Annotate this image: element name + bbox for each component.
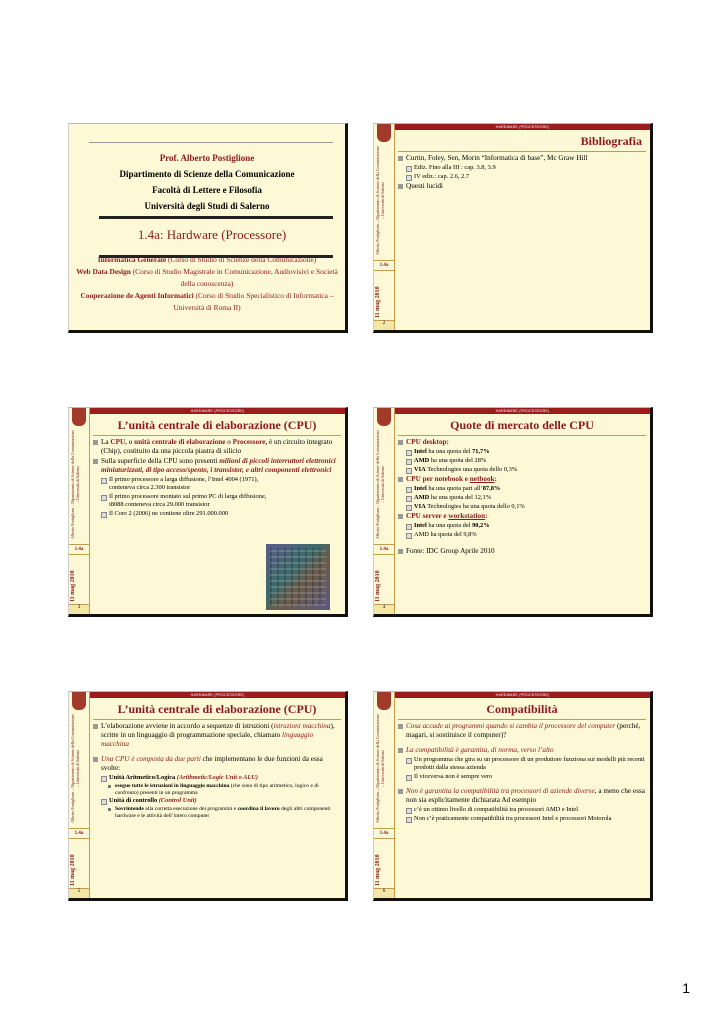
version-label: 1.4a <box>69 828 89 839</box>
slide-title: Compatibilità <box>398 701 646 720</box>
university-seal-icon <box>72 692 86 710</box>
university-seal-icon <box>377 408 391 426</box>
list-item: Cosa accade ai programmi quando si cambia il processore del computer (perché, magari, si sostituisce il computer)? <box>398 722 646 740</box>
slide-header: HARDWARE (PROCESSORE) <box>90 692 345 698</box>
list-item: La compatibilità è garantita, di norma, verso l’alto <box>398 746 646 755</box>
list-item: VIA Technologies una quota dello 0,3% <box>398 466 646 474</box>
author-name: Prof. Alberto Postiglione <box>159 153 255 163</box>
list-item: esegue tutte le istruzioni in linguaggio macchina (che sono di tipo aritmetico, logico e di confronto) presenti in un programma <box>93 783 341 797</box>
sidebar-author: Alberto Postiglione – Dipartimento di Scienze della Comunicazione – Università di Salerno <box>70 430 80 540</box>
version-label: 1.4a <box>69 544 89 555</box>
list-item: Non è garantita la compatibilità tra processori di aziende diverse, a meno che essa non sia esplicitamente dichiarata Ad esempio <box>398 787 646 805</box>
list-item: Sovrintende alla corretta esecuzione dei programmi e coordina il lavoro degli altri componenti hardware e le attività dell’intero computer <box>93 806 341 820</box>
sidebar-author: Alberto Postiglione – Dipartimento di Scienze della Comunicazione – Università di Salerno <box>375 430 385 540</box>
faculty: Facoltà di Lettere e Filosofia <box>152 185 262 195</box>
page-number: 1 <box>682 980 690 996</box>
version-label: 1.4a <box>374 544 394 555</box>
list-item: AMD ha quota del 9,8% <box>398 531 646 539</box>
list-item: CPU server e workstation: <box>398 512 646 521</box>
list-item: Unità Aritmetico/Logica (Arithmetic/Logic Unit o ALU) <box>93 774 341 782</box>
list-item: La CPU, o unità centrale di elaborazione o Processore, è un circuito integrato (Chip), costituito da una piccola piastra di silicio <box>93 438 341 456</box>
list-item: Unità di controllo (Control Unit) <box>93 797 341 805</box>
slide-title: Quote di mercato delle CPU <box>398 417 646 436</box>
slide-title: 1.4a: Hardware (Processore) <box>137 227 287 242</box>
slide-number: 2 <box>374 320 394 330</box>
list-item: CPU per notebook e netbook: <box>398 475 646 484</box>
slide-number: 5 <box>69 888 89 898</box>
list-item: Il primo processore montato sul primo PC di larga diffusione, i8088 conteneva circa 29.000 transistor <box>93 493 341 509</box>
slide-number: 4 <box>374 604 394 614</box>
list-item: Intel ha una quota del 90,2% <box>398 522 646 530</box>
slide-4 <box>373 407 653 617</box>
list-item: Il Core 2 (2006) ne contiene oltre 291.000.000 <box>93 510 341 518</box>
date-label: 11 mag 2010 <box>375 854 381 886</box>
list-item: L’elaborazione avviene in accordo a sequenze di istruzioni (istruzioni macchina), scritte in un linguaggio di programmazione speciale, chiamato linguaggio macchina <box>93 722 341 749</box>
slide-body <box>398 154 646 326</box>
department: Dipartimento di Scienze della Comunicazione <box>119 169 295 179</box>
list-item: Il viceversa non è sempre vero <box>398 773 646 781</box>
list-item: VIA Technologies ha una quota dello 0,1% <box>398 503 646 511</box>
course-desc: (Corso di Studio in Scienze della Comunicazione) <box>166 255 317 264</box>
list-item: Sulla superficie della CPU sono presenti milioni di piccoli interruttori elettronici miniaturizzati, di tipo acceso/spento, i transistor, e altri componenti elettronici <box>93 457 341 475</box>
slide-header: HARDWARE (PROCESSORE) <box>395 692 650 698</box>
list-item: Intel ha una quota del 71,7% <box>398 448 646 456</box>
cpu-die-image <box>266 544 330 610</box>
slide-6 <box>373 691 653 901</box>
slide-title: L’unità centrale di elaborazione (CPU) <box>93 417 341 436</box>
list-item: Un programma che gira su un processore di un produttore funziona sui modelli più recenti prodotti dalla stessa azienda <box>398 756 646 772</box>
slide-number: 6 <box>374 888 394 898</box>
list-item: Questi lucidi <box>398 182 646 191</box>
course-desc: (Corso di Studio Magistrale in Comunicazione, Audiovisivi e Società della conoscenza) <box>130 267 338 288</box>
slide-header: HARDWARE (PROCESSORE) <box>395 124 650 130</box>
slide-sidebar <box>374 408 395 614</box>
slide-header: HARDWARE (PROCESSORE) <box>395 408 650 414</box>
slide-title: Bibliografia <box>398 133 646 152</box>
date-label: 11 mag 2010 <box>70 570 76 602</box>
slide-sidebar <box>69 408 90 614</box>
sidebar-author: Alberto Postiglione – Dipartimento di Scienze della Comunicazione – Università di Salerno <box>375 146 385 256</box>
list-item: AMD ha una quota del 12,1% <box>398 494 646 502</box>
slide-sidebar <box>374 692 395 898</box>
university-seal-icon <box>377 124 391 142</box>
slide-header: HARDWARE (PROCESSORE) <box>90 408 345 414</box>
course-name: Informatica Generale <box>97 255 167 264</box>
slide-body <box>398 438 646 610</box>
list-item: IV ediz.: cap. 2.6, 2.7 <box>398 173 646 181</box>
list-item: Ediz. Fino alla III : cap. 3.8, 3.9 <box>398 164 646 172</box>
slide-title: L’unità centrale di elaborazione (CPU) <box>93 701 341 720</box>
version-label: 1.4a <box>374 828 394 839</box>
list-item: Fonte: IDC Group Aprile 2010 <box>398 547 646 556</box>
slide-5 <box>68 691 348 901</box>
slide-sidebar <box>69 692 90 898</box>
date-label: 11 mag 2010 <box>375 286 381 318</box>
list-item: AMD ha una quota del 28% <box>398 457 646 465</box>
sidebar-author: Alberto Postiglione – Dipartimento di Scienze della Comunicazione – Università di Salerno <box>375 714 385 824</box>
university-seal-icon <box>377 692 391 710</box>
slide-3 <box>68 407 348 617</box>
list-item: Curtin, Foley, Sen, Morin “Informatica di base”, Mc Graw Hill <box>398 154 646 163</box>
slide-body <box>93 722 341 894</box>
course-list <box>73 254 341 314</box>
list-item: Intel ha una quota pari all’87,8% <box>398 485 646 493</box>
list-item: Non c’è praticamente compatibilità tra processori Intel e processori Motorola <box>398 815 646 823</box>
list-item: Una CPU è composta da due parti che implementano le due funzioni da essa svolte: <box>93 755 341 773</box>
course-name: Web Data Design <box>76 267 131 276</box>
course-name: Cooperazione de Agenti Informatici <box>80 291 194 300</box>
sidebar-author: Alberto Postiglione – Dipartimento di Scienze della Comunicazione – Università di Salerno <box>70 714 80 824</box>
university: Università degli Studi di Salerno <box>144 201 270 211</box>
slide-number: 3 <box>69 604 89 614</box>
date-label: 11 mag 2010 <box>70 854 76 886</box>
list-item: c’è un ottimo livello di compatibilità tra processori AMD e Intel <box>398 806 646 814</box>
slide-body <box>398 722 646 894</box>
version-label: 1.4a <box>374 260 394 271</box>
slide-1 <box>68 123 348 333</box>
date-label: 11 mag 2010 <box>375 570 381 602</box>
university-seal-icon <box>72 408 86 426</box>
list-item: CPU desktop: <box>398 438 646 447</box>
slide-sidebar <box>374 124 395 330</box>
list-item: Il primo processore a larga diffusione, l’Intel 4004 (1971), conteneva circa 2.300 transistor <box>93 476 341 492</box>
course-desc: (Corso di Studio Specialistico di Informatica – Università di Roma II) <box>173 291 334 312</box>
divider <box>89 142 333 143</box>
slide-2 <box>373 123 653 333</box>
